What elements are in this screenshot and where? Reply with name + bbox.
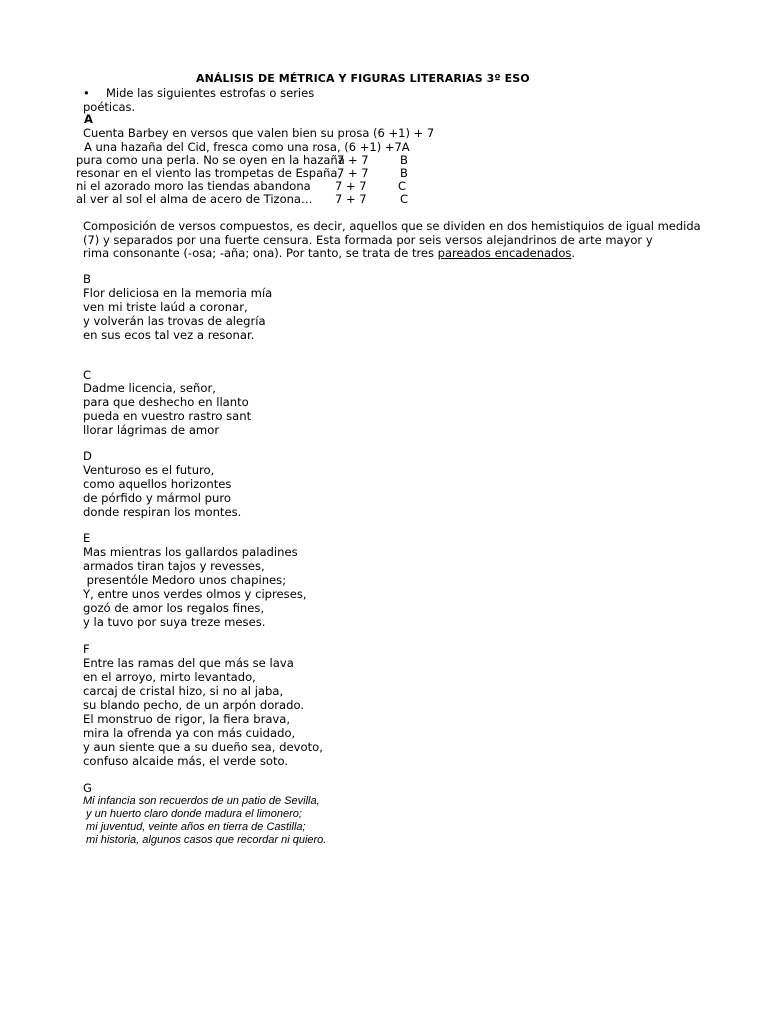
instruction-line-1: Mide las siguientes estrofas o series — [106, 86, 315, 100]
verse-line: mi historia, algunos casos que recordar ni quiero. — [83, 834, 327, 846]
section-b-verses — [83, 286, 272, 342]
verse-line: mira la ofrenda ya con más cuidado, — [83, 726, 296, 740]
section-d-verses — [83, 463, 241, 519]
verse-line: Mas mientras los gallardos paladines — [83, 545, 298, 559]
meter-value: 7 + 7 — [337, 166, 369, 180]
section-e-label: E — [83, 531, 91, 545]
verse-line: Flor deliciosa en la memoria mía — [83, 286, 273, 300]
section-c-label: C — [83, 368, 92, 382]
verse-line: de pórfido y mármol puro — [83, 491, 231, 505]
verse-line: El monstruo de rigor, la fiera brava, — [83, 712, 291, 726]
verse-line: al ver al sol el alma de acero de Tizona… — [76, 192, 313, 206]
verse-line: Y, entre unos verdes olmos y cipreses, — [83, 587, 307, 601]
rhyme-letter: B — [400, 153, 408, 167]
meter-value: 7 + 7 — [337, 153, 369, 167]
verse-line: como aquellos horizontes — [83, 477, 232, 491]
verse-line: Dadme licencia, señor, — [83, 381, 216, 395]
verse-line: resonar en el viento las trompetas de España, — [76, 166, 342, 180]
verse-line: A una hazaña del Cid, fresca como una rosa, (6 +1) +7A — [84, 140, 410, 154]
verse-line: carcaj de cristal hizo, si no al jaba, — [83, 684, 284, 698]
meter-value: 7 + 7 — [335, 192, 367, 206]
section-g-verses — [83, 795, 326, 847]
section-b-label: B — [83, 272, 91, 286]
rhyme-letter: B — [400, 166, 408, 180]
verse-line: mi juventud, veinte años en tierra de Castilla; — [83, 821, 306, 833]
verse-line: Venturoso es el futuro, — [83, 463, 215, 477]
verse-line: y un huerto claro donde madura el limonero; — [83, 808, 302, 820]
meter-value: 7 + 7 — [335, 179, 367, 193]
section-g-label: G — [83, 781, 92, 795]
verse-line: pura como una perla. No se oyen en la hazaña — [76, 153, 345, 167]
verse-line: ni el azorado moro las tiendas abandona — [76, 179, 311, 193]
verse-line: confuso alcaide más, el verde soto. — [83, 754, 289, 768]
section-d-label: D — [83, 449, 92, 463]
verse-line: gozó de amor los regalos fines, — [83, 601, 265, 615]
instruction-line-2: poéticas. — [83, 100, 136, 114]
analysis-line-last — [83, 246, 575, 260]
section-a-label: A — [84, 112, 93, 126]
verse-line: su blando pecho, de un arpón dorado. — [83, 698, 305, 712]
verse-line: pueda en vuestro rastro sant — [83, 409, 252, 423]
verse-line: llorar lágrimas de amor — [83, 423, 220, 437]
verse-line: Cuenta Barbey en versos que valen bien su prosa (6 +1) + 7 — [83, 126, 435, 140]
rhyme-letter: C — [398, 179, 407, 193]
section-c-verses — [83, 381, 251, 437]
analysis-line: (7) y separados por una fuerte censura. Esta formada por seis versos alejandrinos de arte mayor y — [83, 233, 653, 247]
verse-line: en sus ecos tal vez a resonar. — [83, 328, 255, 342]
verse-line: presentóle Medoro unos chapines; — [83, 573, 287, 587]
verse-line: Mi infancia son recuerdos de un patio de Sevilla, — [83, 795, 320, 807]
verse-line: donde respiran los montes. — [83, 505, 242, 519]
verse-line: para que deshecho en llanto — [83, 395, 249, 409]
analysis-text: rima consonante (-osa; -aña; ona). Por tanto, se trata de tres — [83, 246, 438, 260]
section-f-verses — [83, 656, 323, 768]
verse-line: y volverán las trovas de alegría — [83, 314, 266, 328]
verse-line: y la tuvo por suya treze meses. — [83, 615, 266, 629]
verse-line: y aun siente que a su dueño sea, devoto, — [83, 740, 323, 754]
bullet: • — [83, 86, 90, 100]
analysis-line: Composición de versos compuestos, es decir, aquellos que se dividen en dos hemistiquios de igual medida — [83, 219, 701, 233]
page-title: ANÁLISIS DE MÉTRICA Y FIGURAS LITERARIAS 3º ESO — [196, 72, 530, 85]
section-f-label: F — [83, 642, 90, 656]
verse-line: Entre las ramas del que más se lava — [83, 656, 294, 670]
section-e-verses — [83, 545, 307, 629]
rhyme-letter: C — [400, 192, 409, 206]
verse-line: ven mi triste laúd a coronar, — [83, 300, 248, 314]
analysis-period: . — [571, 246, 576, 260]
verse-line: armados tiran tajos y revesses, — [83, 559, 265, 573]
underlined-term: pareados encadenados — [437, 246, 572, 260]
verse-line: en el arroyo, mirto levantado, — [83, 670, 256, 684]
